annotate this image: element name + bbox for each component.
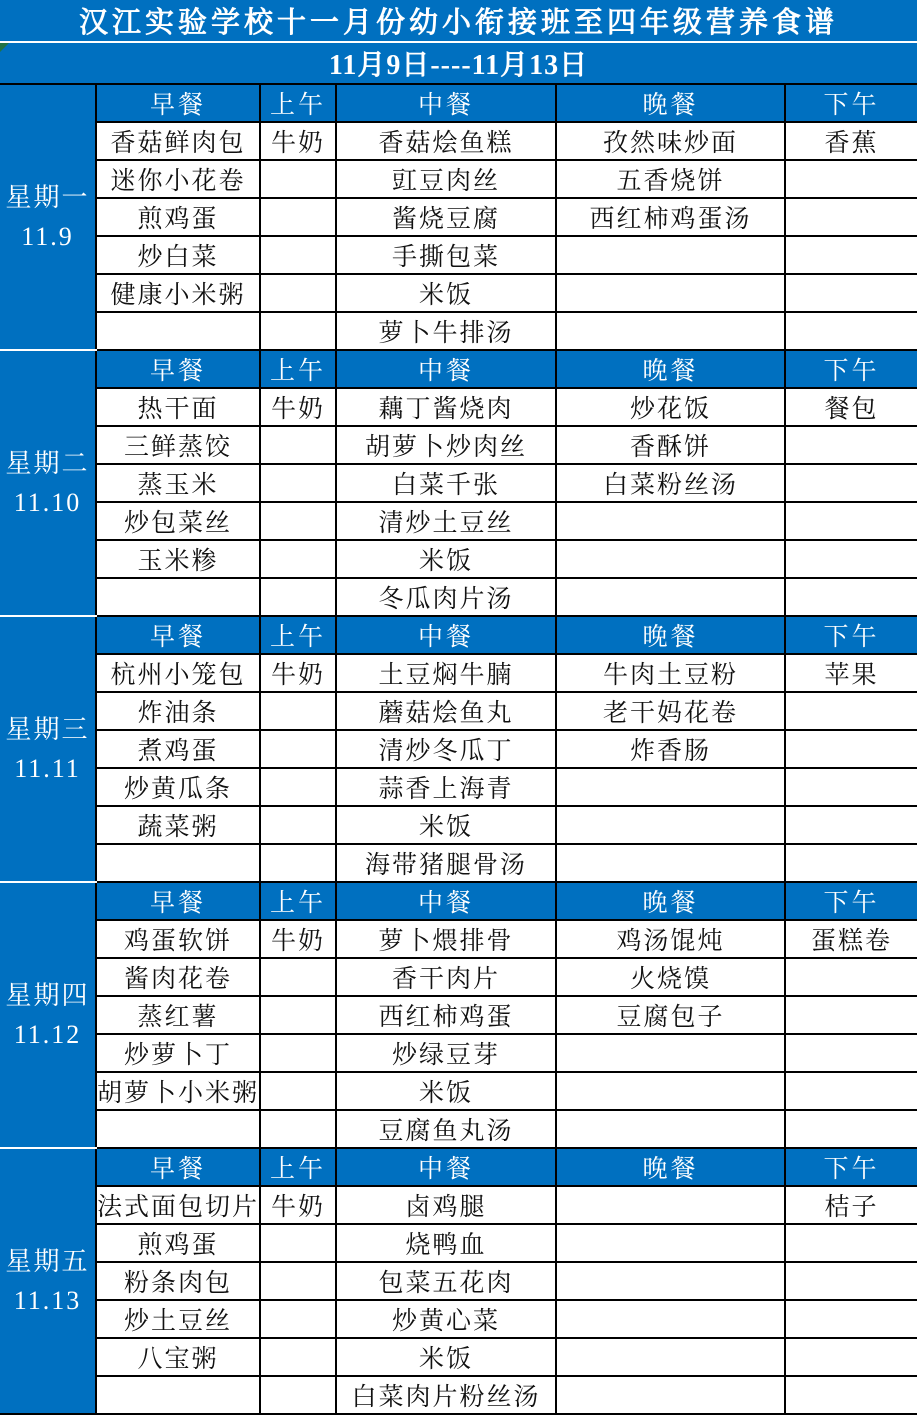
meal-header-row <box>0 616 917 654</box>
menu-cell-empty <box>785 844 917 882</box>
menu-cell-empty <box>260 1110 336 1148</box>
meal-header: 中餐 <box>336 350 556 388</box>
meal-header-row <box>0 350 917 388</box>
menu-cell-empty <box>260 730 336 768</box>
menu-cell-empty <box>96 1110 260 1148</box>
menu-row <box>0 1338 917 1376</box>
menu-cell-empty <box>556 274 785 312</box>
cell-corner-marker-icon <box>0 43 9 52</box>
meal-header: 中餐 <box>336 882 556 920</box>
menu-row <box>0 578 917 616</box>
menu-cell: 蘑菇烩鱼丸 <box>336 692 556 730</box>
day-label <box>0 616 96 882</box>
menu-cell: 白菜肉片粉丝汤 <box>336 1376 556 1414</box>
menu-cell: 米饭 <box>336 1072 556 1110</box>
menu-cell-empty <box>785 160 917 198</box>
menu-cell: 萝卜煨排骨 <box>336 920 556 958</box>
menu-cell-empty <box>96 1376 260 1414</box>
menu-row <box>0 1376 917 1414</box>
menu-cell-empty <box>556 1186 785 1224</box>
menu-cell: 苹果 <box>785 654 917 692</box>
menu-cell-empty <box>260 312 336 350</box>
menu-cell-empty <box>260 1034 336 1072</box>
menu-cell: 土豆焖牛腩 <box>336 654 556 692</box>
day-block <box>0 882 917 1148</box>
menu-cell-empty <box>556 540 785 578</box>
menu-cell: 炒黄瓜条 <box>96 768 260 806</box>
menu-cell-empty <box>785 312 917 350</box>
menu-cell-empty <box>556 1376 785 1414</box>
menu-cell-empty <box>260 464 336 502</box>
menu-cell: 酱烧豆腐 <box>336 198 556 236</box>
meal-header: 早餐 <box>96 882 260 920</box>
menu-cell-empty <box>556 1072 785 1110</box>
menu-cell-empty <box>785 236 917 274</box>
day-name-text: 星期三 <box>5 715 90 744</box>
menu-cell-empty <box>260 768 336 806</box>
meal-header-row <box>0 84 917 122</box>
menu-cell-empty <box>96 312 260 350</box>
menu-cell: 牛奶 <box>260 122 336 160</box>
menu-cell-empty <box>785 1376 917 1414</box>
menu-cell-empty <box>260 1338 336 1376</box>
meal-header: 中餐 <box>336 84 556 122</box>
menu-top <box>0 0 917 84</box>
meal-header: 早餐 <box>96 616 260 654</box>
menu-cell-empty <box>260 160 336 198</box>
day-date-text: 11.9 <box>21 222 74 251</box>
menu-cell: 白菜粉丝汤 <box>556 464 785 502</box>
day-block <box>0 1148 917 1414</box>
menu-cell: 香菇鲜肉包 <box>96 122 260 160</box>
menu-cell: 冬瓜肉片汤 <box>336 578 556 616</box>
menu-cell-empty <box>556 1262 785 1300</box>
meal-header: 上午 <box>260 350 336 388</box>
menu-cell: 孜然味炒面 <box>556 122 785 160</box>
menu-row <box>0 654 917 692</box>
menu-cell-empty <box>260 236 336 274</box>
date-range <box>0 42 917 84</box>
menu-cell: 五香烧饼 <box>556 160 785 198</box>
menu-cell: 香蕉 <box>785 122 917 160</box>
menu-cell-empty <box>260 274 336 312</box>
menu-row <box>0 996 917 1034</box>
menu-cell-empty <box>556 1110 785 1148</box>
menu-row <box>0 122 917 160</box>
meal-header: 下午 <box>785 350 917 388</box>
meal-header: 上午 <box>260 84 336 122</box>
menu-cell-empty <box>556 1338 785 1376</box>
menu-cell-empty <box>96 578 260 616</box>
menu-row <box>0 502 917 540</box>
menu-cell: 蒸玉米 <box>96 464 260 502</box>
menu-cell-empty <box>96 844 260 882</box>
menu-cell-empty <box>785 958 917 996</box>
meal-header: 晚餐 <box>556 1148 785 1186</box>
menu-cell-empty <box>556 578 785 616</box>
menu-row <box>0 806 917 844</box>
menu-cell: 迷你小花卷 <box>96 160 260 198</box>
title-row <box>0 0 917 42</box>
menu-cell: 白菜千张 <box>336 464 556 502</box>
menu-row <box>0 426 917 464</box>
menu-cell-empty <box>785 996 917 1034</box>
menu-row <box>0 1262 917 1300</box>
menu-cell-empty <box>785 426 917 464</box>
meal-header: 早餐 <box>96 350 260 388</box>
menu-cell: 蒜香上海青 <box>336 768 556 806</box>
menu-cell: 炒包菜丝 <box>96 502 260 540</box>
menu-cell: 煮鸡蛋 <box>96 730 260 768</box>
menu-cell: 清炒土豆丝 <box>336 502 556 540</box>
meal-header: 下午 <box>785 1148 917 1186</box>
menu-cell-empty <box>260 1300 336 1338</box>
menu-cell: 西红柿鸡蛋 <box>336 996 556 1034</box>
menu-cell: 牛奶 <box>260 654 336 692</box>
menu-cell: 热干面 <box>96 388 260 426</box>
meal-header: 早餐 <box>96 84 260 122</box>
menu-cell: 胡萝卜小米粥 <box>96 1072 260 1110</box>
menu-cell-empty <box>785 1034 917 1072</box>
menu-cell-empty <box>785 1110 917 1148</box>
menu-cell: 鸡汤馄炖 <box>556 920 785 958</box>
menu-row <box>0 274 917 312</box>
meal-header: 晚餐 <box>556 84 785 122</box>
menu-cell-empty <box>556 844 785 882</box>
menu-cell-empty <box>260 958 336 996</box>
menu-cell: 炸油条 <box>96 692 260 730</box>
menu-cell: 清炒冬瓜丁 <box>336 730 556 768</box>
menu-row <box>0 1186 917 1224</box>
menu-cell: 炸香肠 <box>556 730 785 768</box>
menu-row <box>0 540 917 578</box>
menu-cell-empty <box>785 1224 917 1262</box>
menu-cell: 三鲜蒸饺 <box>96 426 260 464</box>
menu-cell: 手撕包菜 <box>336 236 556 274</box>
day-name-text: 星期二 <box>5 449 90 478</box>
menu-cell-empty <box>785 1072 917 1110</box>
menu-cell-empty <box>260 844 336 882</box>
meal-header: 晚餐 <box>556 350 785 388</box>
menu-cell: 炒花饭 <box>556 388 785 426</box>
menu-cell-empty <box>260 1072 336 1110</box>
day-name-text: 星期一 <box>5 183 90 212</box>
menu-cell-empty <box>785 464 917 502</box>
menu-row <box>0 1224 917 1262</box>
menu-cell: 煎鸡蛋 <box>96 198 260 236</box>
menu-cell-empty <box>785 502 917 540</box>
menu-cell: 烧鸭血 <box>336 1224 556 1262</box>
menu-row <box>0 198 917 236</box>
menu-row <box>0 958 917 996</box>
menu-row <box>0 236 917 274</box>
meal-header: 晚餐 <box>556 616 785 654</box>
meal-header: 中餐 <box>336 1148 556 1186</box>
menu-row <box>0 1034 917 1072</box>
menu-cell: 米饭 <box>336 1338 556 1376</box>
menu-cell-empty <box>556 1300 785 1338</box>
menu-cell: 蛋糕卷 <box>785 920 917 958</box>
menu-cell-empty <box>556 768 785 806</box>
menu-cell: 鸡蛋软饼 <box>96 920 260 958</box>
menu-cell-empty <box>785 1262 917 1300</box>
menu-cell: 米饭 <box>336 274 556 312</box>
menu-row <box>0 692 917 730</box>
menu-cell: 海带猪腿骨汤 <box>336 844 556 882</box>
menu-cell-empty <box>785 198 917 236</box>
menu-cell-empty <box>556 312 785 350</box>
day-date-text: 11.11 <box>14 754 81 783</box>
menu-cell-empty <box>785 578 917 616</box>
menu-cell: 炒黄心菜 <box>336 1300 556 1338</box>
menu-cell-empty <box>260 426 336 464</box>
menu-cell: 牛奶 <box>260 388 336 426</box>
meal-header-row <box>0 882 917 920</box>
menu-cell-empty <box>785 1300 917 1338</box>
menu-cell-empty <box>260 502 336 540</box>
menu-cell: 西红柿鸡蛋汤 <box>556 198 785 236</box>
menu-row <box>0 388 917 426</box>
menu-cell: 胡萝卜炒肉丝 <box>336 426 556 464</box>
menu-cell-empty <box>260 198 336 236</box>
menu-row <box>0 1072 917 1110</box>
day-block <box>0 616 917 882</box>
menu-row <box>0 844 917 882</box>
day-date-text: 11.10 <box>13 488 82 517</box>
meal-header: 上午 <box>260 882 336 920</box>
menu-cell: 健康小米粥 <box>96 274 260 312</box>
menu-cell: 卤鸡腿 <box>336 1186 556 1224</box>
day-name-text: 星期四 <box>5 981 90 1010</box>
menu-cell: 蔬菜粥 <box>96 806 260 844</box>
menu-cell: 桔子 <box>785 1186 917 1224</box>
menu-cell-empty <box>556 806 785 844</box>
menu-cell-empty <box>785 274 917 312</box>
menu-cell: 餐包 <box>785 388 917 426</box>
menu-cell: 香菇烩鱼糕 <box>336 122 556 160</box>
meal-header: 上午 <box>260 616 336 654</box>
menu-row <box>0 768 917 806</box>
menu-cell-empty <box>260 578 336 616</box>
menu-row <box>0 730 917 768</box>
meal-header: 下午 <box>785 882 917 920</box>
menu-cell: 豆腐包子 <box>556 996 785 1034</box>
menu-cell: 炒绿豆芽 <box>336 1034 556 1072</box>
menu-cell-empty <box>556 1034 785 1072</box>
menu-cell: 法式面包切片 <box>96 1186 260 1224</box>
page-title: 汉江实验学校十一月份幼小衔接班至四年级营养食谱 <box>0 0 917 42</box>
menu-cell: 杭州小笼包 <box>96 654 260 692</box>
menu-cell-empty <box>260 1224 336 1262</box>
menu-cell-empty <box>260 996 336 1034</box>
menu-cell-empty <box>785 1338 917 1376</box>
menu-cell-empty <box>260 806 336 844</box>
menu-cell: 牛奶 <box>260 920 336 958</box>
day-label <box>0 1148 96 1414</box>
menu-cell: 炒萝卜丁 <box>96 1034 260 1072</box>
meal-header: 下午 <box>785 84 917 122</box>
menu-cell-empty <box>785 806 917 844</box>
menu-cell: 牛肉土豆粉 <box>556 654 785 692</box>
menu-cell: 豆腐鱼丸汤 <box>336 1110 556 1148</box>
day-name-text: 星期五 <box>5 1247 90 1276</box>
menu-cell: 藕丁酱烧肉 <box>336 388 556 426</box>
menu-cell: 煎鸡蛋 <box>96 1224 260 1262</box>
day-label <box>0 84 96 350</box>
menu-cell-empty <box>260 692 336 730</box>
menu-cell-empty <box>556 236 785 274</box>
menu-row <box>0 464 917 502</box>
day-block <box>0 84 917 350</box>
day-date-text: 11.13 <box>13 1286 82 1315</box>
menu-row <box>0 160 917 198</box>
meal-header-row <box>0 1148 917 1186</box>
menu-cell: 老干妈花卷 <box>556 692 785 730</box>
menu-cell: 米饭 <box>336 540 556 578</box>
menu-row <box>0 312 917 350</box>
menu-cell-empty <box>260 540 336 578</box>
menu-cell-empty <box>260 1262 336 1300</box>
date-range-text: 11月9日----11月13日 <box>328 50 589 81</box>
menu-cell: 玉米糁 <box>96 540 260 578</box>
day-date-text: 11.12 <box>13 1020 82 1049</box>
menu-cell-empty <box>556 1224 785 1262</box>
meal-header: 晚餐 <box>556 882 785 920</box>
menu-cell: 豇豆肉丝 <box>336 160 556 198</box>
menu-cell: 香酥饼 <box>556 426 785 464</box>
menu-cell: 萝卜牛排汤 <box>336 312 556 350</box>
day-label <box>0 350 96 616</box>
menu-cell-empty <box>785 540 917 578</box>
meal-header: 下午 <box>785 616 917 654</box>
menu-cell: 炒白菜 <box>96 236 260 274</box>
menu-cell: 粉条肉包 <box>96 1262 260 1300</box>
menu-row <box>0 920 917 958</box>
meal-header: 中餐 <box>336 616 556 654</box>
day-block <box>0 350 917 616</box>
menu-cell: 米饭 <box>336 806 556 844</box>
menu-cell-empty <box>556 502 785 540</box>
menu-row <box>0 1300 917 1338</box>
menu-cell: 八宝粥 <box>96 1338 260 1376</box>
menu-cell: 蒸红薯 <box>96 996 260 1034</box>
menu-row <box>0 1110 917 1148</box>
menu-cell-empty <box>785 692 917 730</box>
menu-cell-empty <box>785 768 917 806</box>
day-label <box>0 882 96 1148</box>
menu-cell-empty <box>785 730 917 768</box>
date-row <box>0 42 917 84</box>
menu-cell-empty <box>260 1376 336 1414</box>
menu-cell: 包菜五花肉 <box>336 1262 556 1300</box>
menu-cell: 火烧馍 <box>556 958 785 996</box>
menu-cell: 香干肉片 <box>336 958 556 996</box>
menu-cell: 酱肉花卷 <box>96 958 260 996</box>
meal-header: 上午 <box>260 1148 336 1186</box>
menu-cell: 炒土豆丝 <box>96 1300 260 1338</box>
meal-header: 早餐 <box>96 1148 260 1186</box>
menu-cell: 牛奶 <box>260 1186 336 1224</box>
